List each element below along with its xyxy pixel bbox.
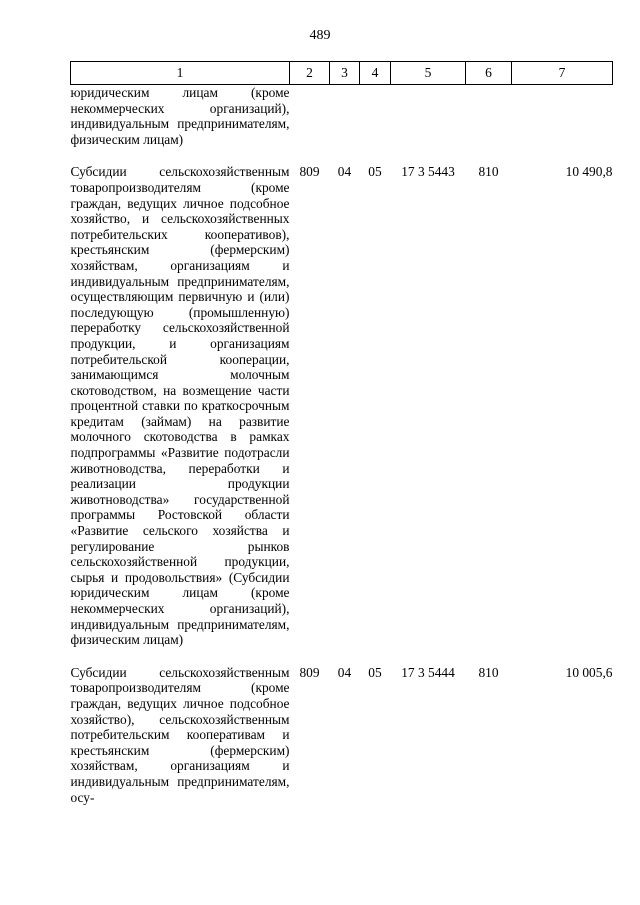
row-amount: [512, 85, 613, 148]
column-header-3: 3: [330, 62, 360, 85]
column-header-6: 6: [466, 62, 512, 85]
row-description: юридическим лицам (кроме некоммерческих организаций), индивидуальным предпринимателям, физическим лицам): [70, 85, 290, 147]
row-amount: 10 005,6: [565, 664, 613, 680]
column-header-2: 2: [290, 62, 330, 85]
row-expense-type-code: [466, 85, 512, 148]
row-description: Субсидии сельскохозяйственным товаропроизводителям (кроме граждан, ведущих личное подсобное хозяйство), сельскохозяйственным потребительским кооперативам и крестьянским (фермерским) хозяйствам, организациям и индивидуальным предпринимателям, осу-: [70, 664, 290, 805]
row-expense-type-code: 810: [478, 664, 499, 680]
table-row: [71, 665, 613, 805]
row-expense-type-code: 810: [478, 164, 499, 180]
column-header-1: 1: [71, 62, 290, 85]
column-header-5: 5: [391, 62, 466, 85]
row-target-code: 17 3 5443: [401, 164, 455, 180]
row-section-code: [330, 85, 360, 148]
row-subsection-code: 05: [368, 164, 382, 180]
column-header-7: 7: [512, 62, 613, 85]
row-amount: 10 490,8: [565, 164, 613, 180]
column-number-row: [71, 62, 613, 85]
row-subsection-code: 05: [368, 664, 382, 680]
table-row: [71, 164, 613, 647]
budget-table: [70, 61, 613, 805]
row-ministry-code: 809: [299, 164, 320, 180]
row-target-code: 17 3 5444: [401, 664, 455, 680]
row-spacer: [71, 147, 613, 164]
page-number: 489: [309, 28, 331, 43]
row-spacer: [71, 648, 613, 665]
row-target-code: [391, 85, 466, 148]
row-description: Субсидии сельскохозяйственным товаропроизводителям (кроме граждан, ведущих личное подсобное хозяйство, и сельскохозяйственных потребительских кооперативов), крестьянским (фермерским) хозяйствам, организациям и индивидуальным предпринимателям, осуществляющим первичную и (или) последующую (промышленную) переработку сельскохозяйственной продукции, и организациям потребительской кооперации, занимающимся молочным скотоводством, на возмещение части процентной ставки по краткосрочным кредитам (займам) на развитие молочного скотоводства в рамках подпрограммы «Развитие подотрасли животноводства, переработки и реализации продукции животноводства» государственной программы Ростовской области «Развитие сельского хозяйства и регулирование рынков сельскохозяйственной продукции, сырья и продовольствия» (Субсидии юридическим лицам (кроме некоммерческих организаций), индивидуальным предпринимателям, физическим лицам): [70, 164, 290, 648]
row-ministry-code: 809: [299, 664, 320, 680]
row-ministry-code: [290, 85, 330, 148]
row-subsection-code: [360, 85, 391, 148]
row-section-code: 04: [337, 164, 352, 180]
row-section-code: 04: [337, 664, 352, 680]
column-header-4: 4: [360, 62, 391, 85]
table-row: [71, 85, 613, 148]
